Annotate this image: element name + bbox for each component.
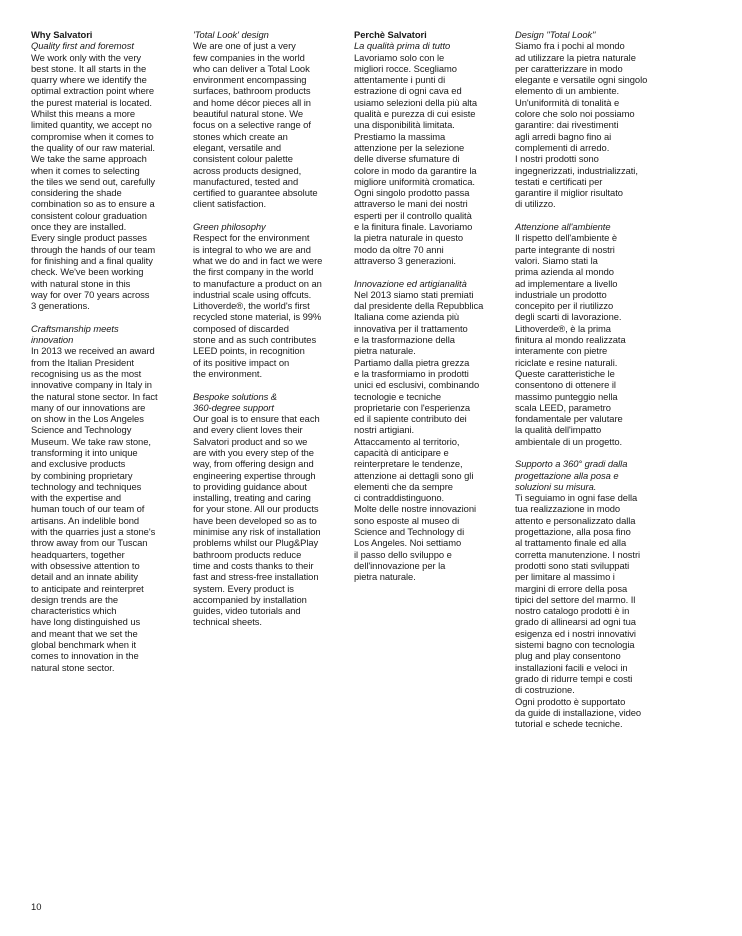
english-column-2 — [193, 29, 353, 628]
english-title: Why Salvatori — [31, 29, 93, 40]
green-subtitle: Green philosophy — [193, 221, 266, 233]
ambiente-subtitle: Attenzione all'ambiente — [515, 221, 611, 233]
bespoke-body: Our goal is to ensure that each and every client loves their Salvatori product and so we are with you every step of the way, from offering design and engineering expertise through to providing guidance about installing, treating and caring for your stone. All our products have been developed so as to minimise any risk of installation problems whilst our Plug&Play bathroom products reduce time and costs thanks to their fast and stress-free installation system. Every product is accompanied by installation guides, video tutorials and technical sheets. — [193, 413, 321, 628]
design-subtitle: Design "Total Look" — [515, 29, 596, 40]
english-column-1 — [31, 29, 191, 673]
qualita-body: Lavoriamo solo con le migliori rocce. Scegliamo attentamente i punti di estrazione di ogni cava ed usiamo selezioni della più alta qualità e purezza di cui esiste una disponibilità limitata. Prestiamo la massima attenzione per la selezione delle diverse sfumature di colore in modo da garantire la migliore uniformità cromatica. Ogni singolo prodotto passa attraverso le mani dei nostri esperti per il controllo qualità e la finitura finale. Lavoriamo la pietra naturale in questo modo da oltre 70 anni attraverso 3 generazioni. — [354, 51, 478, 266]
craftsmanship-subtitle: Craftsmanship meets innovation — [31, 322, 119, 346]
page-number: 10 — [31, 901, 42, 912]
supporto-body: Ti seguiamo in ogni fase della tua realizzazione in modo attento e personalizzato dalla progettazione, alla posa fino al trattamento finale ed alla corretta manutenzione. I nostri prodotti sono stati sviluppati per limitare al massimo i margini di errore della posa tipici del settore del marmo. Il nostro catalogo prodotti è in grado di allinearsi ad ogni tua esigenza ed i nostri innovativi sistemi bagno con tecnologia plug and play consentono installazioni facili e veloci in grado di ridurre tempi e costi di costruzione. Ogni prodotto è supportato da guide di installazione, video tutorial e schede tecniche. — [515, 492, 642, 730]
supporto-subtitle: Supporto a 360° gradi dalla progettazione alla posa e soluzioni su misura. — [515, 458, 628, 492]
quality-subtitle: Quality first and foremost — [31, 40, 134, 52]
italian-column-1 — [354, 29, 514, 583]
total-look-subtitle: 'Total Look' design — [193, 29, 269, 40]
craftsmanship-body: In 2013 we received an award from the Italian President recognising us as the most innovative company in Italy in the natural stone sector. In fact many of our innovations are on show in the Los Angeles Science and Technology Museum. We take raw stone, transforming it into unique and exclusive products by combining proprietary technology and techniques with the expertise and human touch of our team of artisans. An indelible bond with the quarries just a stone's throw away from our Tuscan headquarters, together with obsessive attention to detail and an innate ability to anticipate and reinterpret design trends are the characteristics which have long distinguished us and meant that we set the global benchmark when it comes to innovation in the natural stone sector. — [31, 345, 158, 673]
green-body: Respect for the environment is integral to who we are and what we do and in fact we were the first company in the world to manufacture a product on an industrial scale using offcuts. Lithoverde®, the world's first recycled stone material, is 99% composed of discarded stone and as such contributes LEED points, in recognition of its positive impact on the environment. — [193, 232, 323, 379]
qualita-subtitle: La qualità prima di tutto — [354, 40, 451, 52]
bespoke-subtitle: Bespoke solutions & 360-degree support — [193, 390, 277, 413]
innovazione-body: Nel 2013 siamo stati premiati dal presidente della Repubblica Italiana come azienda più innovativa per il trattamento e la trasformazione della pietra naturale. Partiamo dalla pietra grezza e la trasformiamo in prodotti unici ed esclusivi, combinando tecnologie e tecniche proprietarie con l'esperienza ed il sapiente contributo dei nostri artigiani. Attaccamento al territorio, capacità di anticipare e reinterpretare le tendenze, attenzione ai dettagli sono gli elementi che da sempre ci contraddistinguono. Molte delle nostre innovazioni sono esposte al museo di Science and Technology di Los Angeles. Noi settiamo il passo dello sviluppo e dell'innovazione per la pietra naturale. — [354, 288, 484, 583]
design-body: Siamo fra i pochi al mondo ad utilizzare la pietra naturale per caratterizzare in modo elegante e versatile ogni singolo elemento di un ambiente. Un'uniformità di tonalità e colore che solo noi possiamo garantire: dai rivestimenti agli arredi bagno fino ai complementi di arredo. I nostri prodotti sono ingegnerizzati, industrializzati, testati e certificati per garantire il miglior risultato di utilizzo. — [515, 40, 648, 210]
italian-title: Perchè Salvatori — [354, 29, 427, 40]
quality-body: We work only with the very best stone. It all starts in the quarry where we identify the optimal extraction point where the purest material is located. Whilst this means a more limited quantity, we accept no compromise when it comes to the quality of our raw material. We take the same approach when it comes to selecting the tiles we send out, carefully considering the shade combination so as to ensure a consistent colour graduation once they are installed. Every single product passes through the hands of our team for finishing and a final quality check. We've been working with natural stone in this way for over 70 years across 3 generations. — [31, 51, 156, 312]
italian-column-2 — [515, 29, 715, 729]
total-look-body: We are one of just a very few companies in the world who can deliver a Total Look environment encompassing surfaces, bathroom products and home décor pieces all in beautiful natural stone. We focus on a selective range of stones which create an elegant, versatile and consistent colour palette across products designed, manufactured, tested and certified to guarantee absolute client satisfaction. — [193, 40, 318, 210]
innovazione-subtitle: Innovazione ed artigianalità — [354, 277, 467, 289]
ambiente-body: Il rispetto dell'ambiente è parte integrante di nostri valori. Siamo stati la prima azienda al mondo ad implementare a livello industriale un prodotto concepito per il riutilizzo degli scarti di lavorazione. Lithoverde®, è la prima finitura al mondo realizzata interamente con pietre riciclate e resine naturali. Queste caratteristiche le consentono di ottenere il massimo punteggio nella scala LEED, parametro fondamentale per valutare la qualità dell'impatto ambientale di un progetto. — [515, 232, 626, 447]
